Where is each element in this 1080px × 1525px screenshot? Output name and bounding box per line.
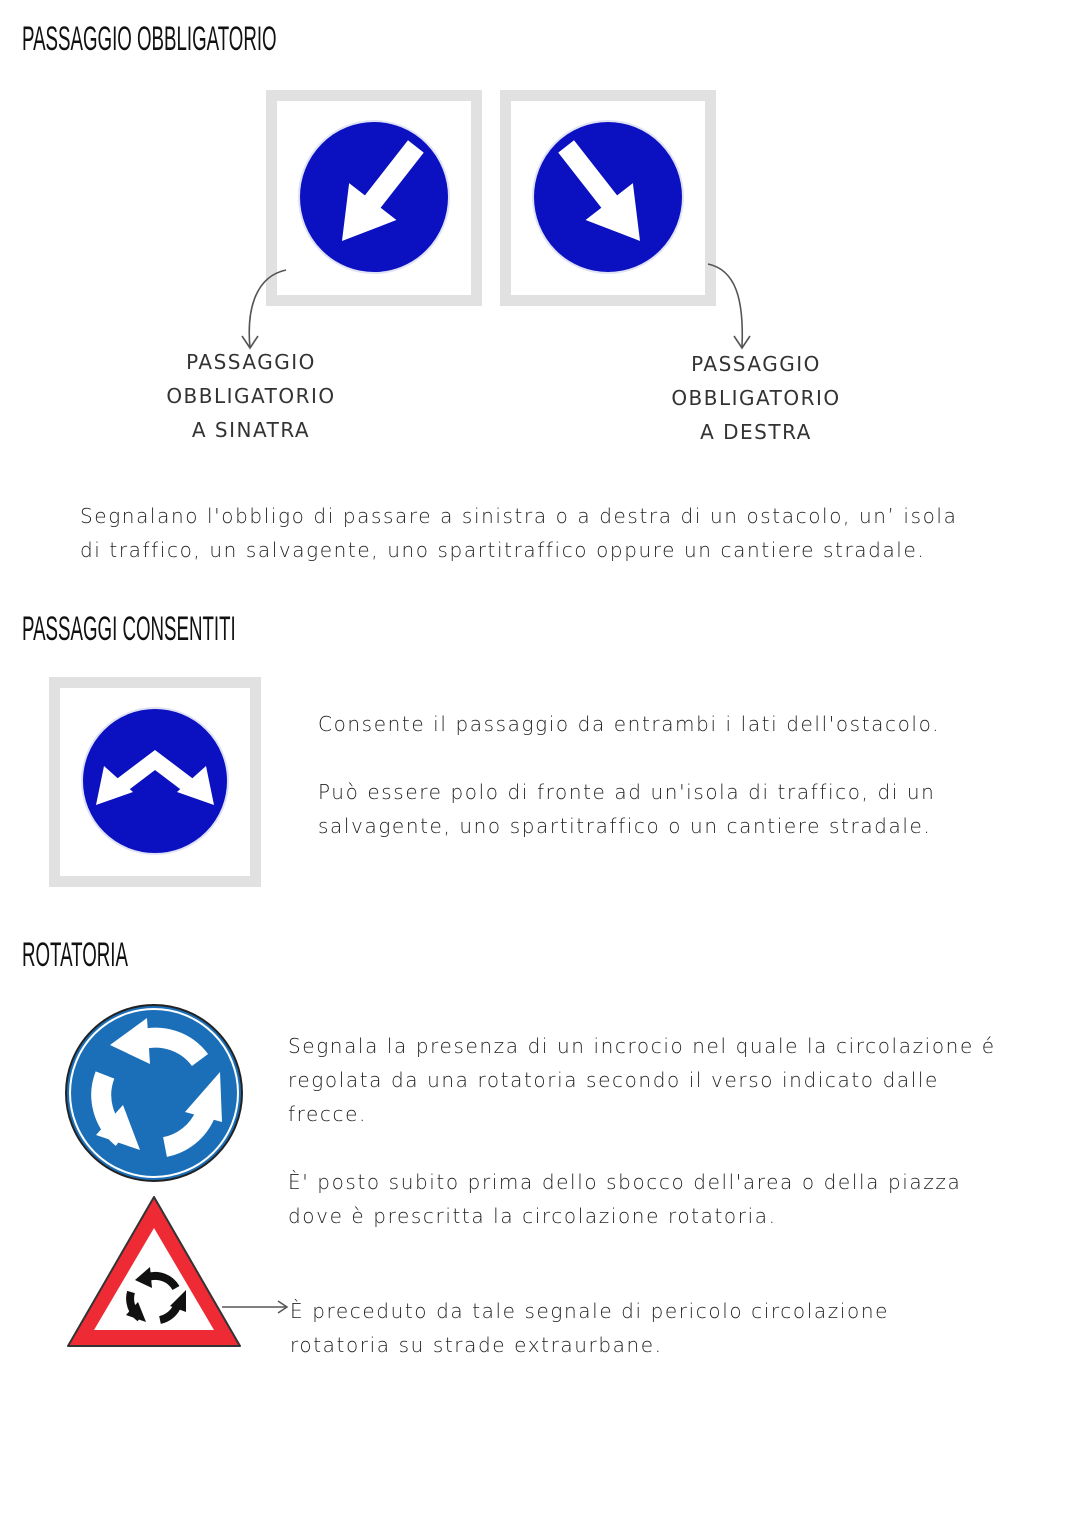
- section-title-passaggi-consentiti: PASSAGGI CONSENTITI: [22, 610, 236, 648]
- pointer-arrow-icon: [0, 0, 1, 1]
- label-line: OBBLIGATORIO: [166, 384, 336, 408]
- section-title-rotatoria: ROTATORIA: [22, 936, 128, 974]
- label-keep-right: [636, 347, 876, 449]
- text-line: frecce.: [288, 1102, 367, 1126]
- section2-text2: [318, 775, 935, 843]
- text-line: rotatoria su strade extraurbane.: [290, 1333, 663, 1357]
- label-line: A DESTRA: [700, 420, 812, 444]
- text-line: salvagente, uno spartitraffico o un cantiere stradale.: [318, 814, 932, 838]
- text-line: Segnalano l'obbligo di passare a sinistra o a destra di un ostacolo, un’ isola: [80, 504, 958, 528]
- text-line: Segnala la presenza di un incrocio nel quale la circolazione é: [288, 1034, 996, 1058]
- text-line: regolata da una rotatoria secondo il verso indicato dalle: [288, 1068, 939, 1092]
- section2-text1: Consente il passaggio da entrambi i lati dell'ostacolo.: [318, 712, 941, 736]
- text-line: È preceduto da tale segnale di pericolo circolazione: [290, 1299, 890, 1323]
- section-title-passaggio-obbligatorio: PASSAGGIO OBBLIGATORIO: [22, 20, 277, 58]
- text-line: dove è prescritta la circolazione rotatoria.: [288, 1204, 777, 1228]
- label-line: OBBLIGATORIO: [671, 386, 841, 410]
- label-line: PASSAGGIO: [691, 352, 821, 376]
- text-line: Può essere polo di fronte ad un'isola di traffico, di un: [318, 780, 936, 804]
- label-keep-left: [131, 345, 371, 447]
- section3-text2: [288, 1165, 961, 1233]
- label-line: A SINATRA: [191, 418, 311, 442]
- text-line: È' posto subito prima dello sbocco dell'area o della piazza: [288, 1170, 962, 1194]
- section3-text1: [288, 1029, 996, 1131]
- section3-text3: [290, 1294, 889, 1362]
- label-line: PASSAGGIO: [186, 350, 316, 374]
- section1-description: [80, 499, 957, 567]
- text-line: di traffico, un salvagente, uno spartitraffico oppure un cantiere stradale.: [80, 538, 926, 562]
